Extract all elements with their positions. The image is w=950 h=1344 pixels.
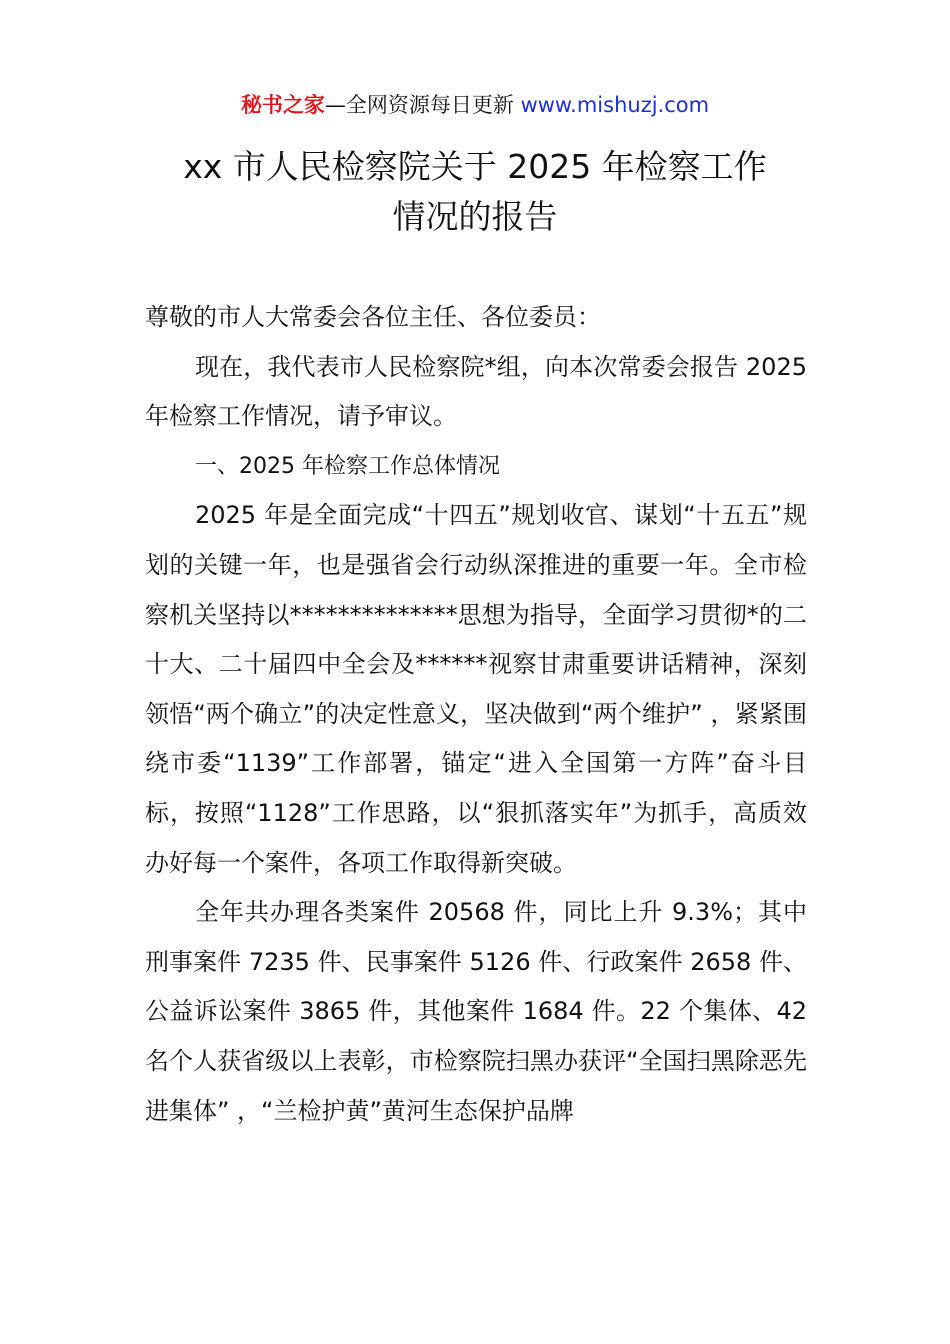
paragraph-overview: 2025 年是全面完成“十四五”规划收官、谋划“十五五”规划的关键一年，也是强省会行动纵深推进的重要一年。全市检察机关坚持以**************思想为指导，全面学习贯彻*的二十大、二十届四中全会及******视察甘肃重要讲话精神，深刻领悟“两个确立”的决定性意义，坚决做到“两个维护” ，紧紧围绕市委“1139”工作部署，锚定“进入全国第一方阵”奋斗目标，按照“1128”工作思路，以“狠抓落实年”为抓手，高质效办好每一个案件，各项工作取得新突破。 (145, 501, 807, 877)
site-url-link[interactable]: www.mishuzj.com (520, 93, 710, 117)
site-slogan: —全网资源每日更新 (324, 93, 521, 117)
title-line-1: xx 市人民检察院关于 2025 年检察工作 (183, 147, 767, 186)
site-brand: 秘书之家 (240, 93, 325, 117)
paragraph-statistics: 全年共办理各类案件 20568 件，同比上升 9.3%；其中刑事案件 7235 件、民事案件 5126 件、行政案件 2658 件、公益诉讼案件 3865 件，其他案件 1684 件。22 个集体、42 名个人获省级以上表彰，市检察院扫黑办获评“全国扫黑除恶先进集体” ，“兰检护黄”黄河生态保护品牌 (145, 898, 807, 1125)
document-body (145, 293, 807, 1136)
document-title (0, 142, 950, 242)
salutation: 尊敬的市人大常委会各位主任、各位委员： (145, 303, 601, 331)
section-heading-1: 一、2025 年检察工作总体情况 (195, 453, 500, 479)
site-banner (0, 88, 950, 122)
title-line-2: 情况的报告 (392, 197, 558, 236)
paragraph-intro: 现在，我代表市人民检察院*组，向本次常委会报告 2025 年检察工作情况，请予审议。 (145, 352, 807, 431)
